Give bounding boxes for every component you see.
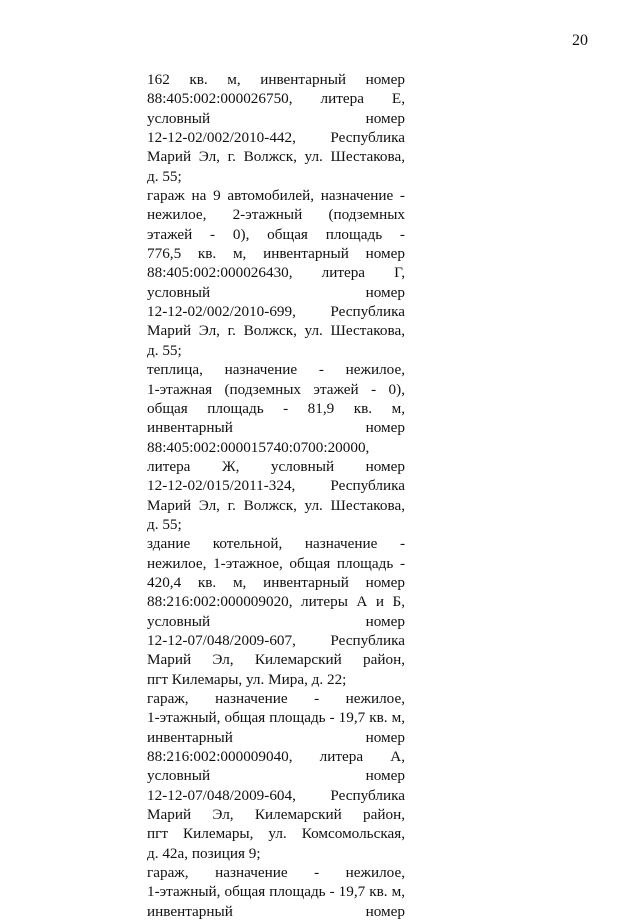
text-line: Марий Эл, Килемарский район, — [147, 651, 405, 669]
text-line: 88:216:002:000009040, литера А, — [147, 748, 405, 766]
text-line: условный номер — [147, 109, 405, 127]
text-line: 1-этажная (подземных этажей - 0), — [147, 380, 405, 398]
text-line: Марий Эл, г. Волжск, ул. Шестакова, — [147, 322, 405, 340]
text-line: нежилое, 1-этажное, общая площадь - — [147, 554, 405, 572]
text-line: условный номер — [147, 767, 405, 785]
text-line: 88:216:002:000009020, литеры А и Б, — [147, 593, 405, 611]
text-line: д. 55; — [147, 515, 182, 533]
document-body — [147, 70, 405, 921]
text-line: 776,5 кв. м, инвентарный номер — [147, 245, 405, 263]
text-line: 1-этажный, общая площадь - 19,7 кв. м, — [147, 709, 405, 727]
text-line: литера Ж, условный номер — [147, 457, 405, 475]
text-line: теплица, назначение - нежилое, — [147, 361, 405, 379]
text-line: Марий Эл, г. Волжск, ул. Шестакова, — [147, 496, 405, 514]
text-line: 88:405:002:000026430, литера Г, — [147, 264, 405, 282]
text-line: условный номер — [147, 612, 405, 630]
text-line: гараж, назначение - нежилое, — [147, 690, 405, 707]
text-line: 88:405:002:000026750, литера Е, — [147, 90, 405, 108]
text-line: 12-12-02/002/2010-442, Республика — [147, 129, 405, 147]
page-number: 20 — [572, 32, 588, 49]
text-line: инвентарный номер — [147, 419, 405, 437]
text-line: этажей - 0), общая площадь - — [147, 225, 405, 243]
text-line: условный номер — [147, 283, 405, 301]
text-line: гараж на 9 автомобилей, назначение - — [147, 187, 405, 205]
text-line: 162 кв. м, инвентарный номер — [147, 71, 405, 88]
text-line: гараж, назначение - нежилое, — [147, 864, 405, 882]
text-line: здание котельной, назначение - — [147, 535, 405, 553]
text-line: д. 55; — [147, 167, 182, 185]
text-line: 12-12-02/002/2010-699, Республика — [147, 303, 405, 321]
text-line: инвентарный номер — [147, 902, 405, 920]
text-line: 12-12-07/048/2009-604, Республика — [147, 786, 405, 804]
text-line: инвентарный номер — [147, 728, 405, 746]
text-line: 12-12-07/048/2009-607, Республика — [147, 631, 405, 649]
text-line: д. 55; — [147, 341, 182, 359]
text-line: Марий Эл, Килемарский район, — [147, 806, 405, 824]
text-line: д. 42а, позиция 9; — [147, 844, 261, 862]
text-line: пгт Килемары, ул. Комсомольская, — [147, 825, 405, 843]
text-line: нежилое, 2-этажный (подземных — [147, 206, 405, 224]
text-line: 420,4 кв. м, инвентарный номер — [147, 573, 405, 591]
text-line: 1-этажный, общая площадь - 19,7 кв. м, — [147, 883, 405, 901]
text-line: пгт Килемары, ул. Мира, д. 22; — [147, 670, 347, 688]
text-line: 12-12-02/015/2011-324, Республика — [147, 477, 405, 495]
text-line: общая площадь - 81,9 кв. м, — [147, 399, 405, 417]
text-line: Марий Эл, г. Волжск, ул. Шестакова, — [147, 148, 405, 166]
text-line: 88:405:002:000015740:0700:20000, — [147, 438, 370, 456]
